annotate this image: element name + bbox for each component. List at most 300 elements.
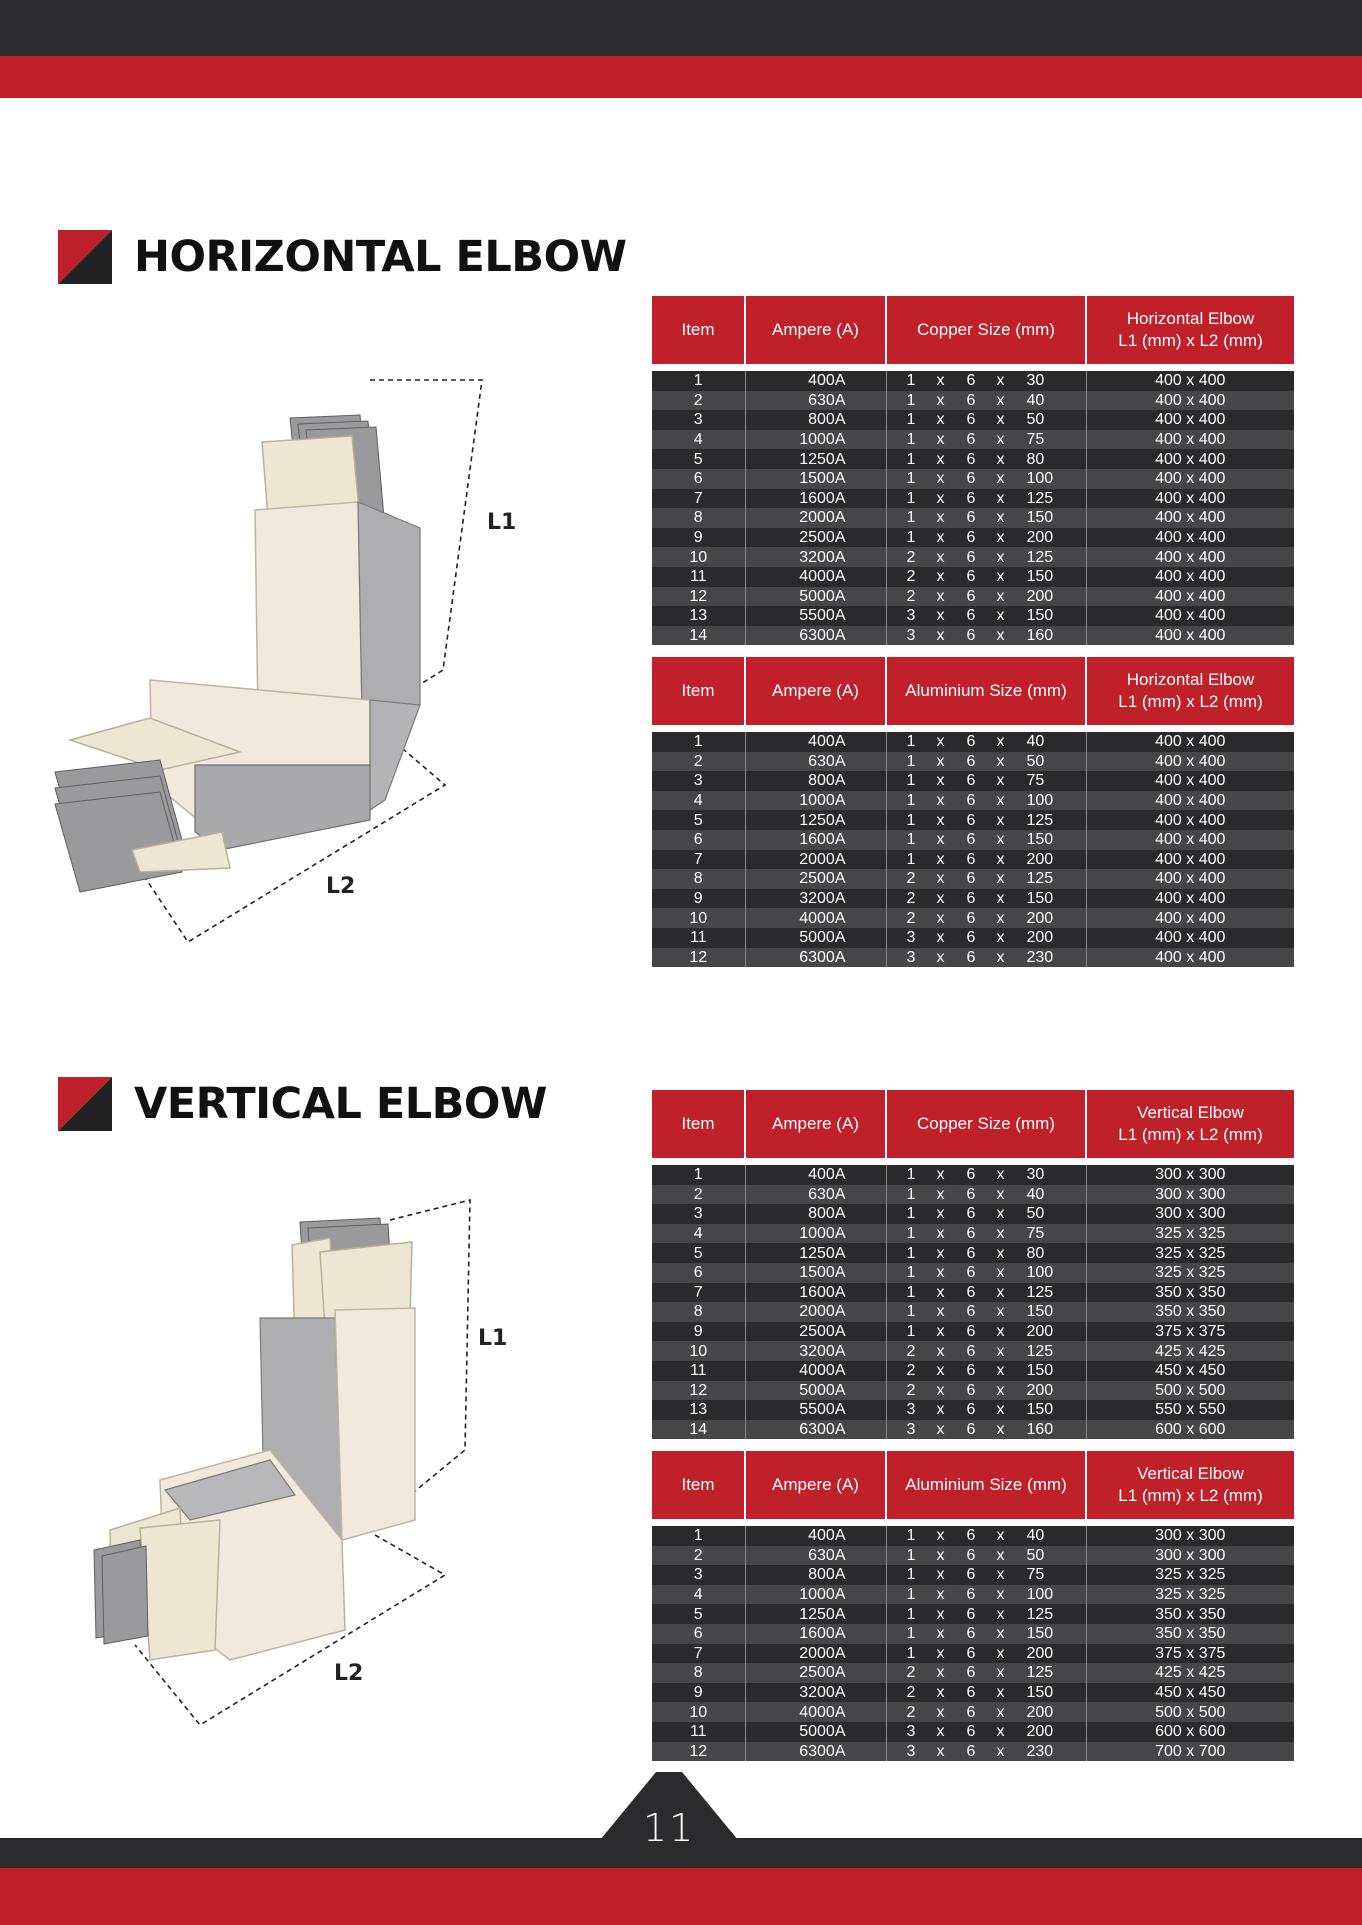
size-count: 3 <box>906 607 916 625</box>
size-width: 200 <box>1026 929 1054 947</box>
table-row <box>652 567 1294 587</box>
size-width: 75 <box>1026 772 1045 790</box>
ampere-cell: 1500A <box>745 1263 886 1283</box>
ampere-cell: 2500A <box>745 869 886 889</box>
dimension-cell: 400 x 400 <box>1086 430 1294 450</box>
size-times: x <box>936 1303 945 1321</box>
size-width: 75 <box>1026 1225 1045 1243</box>
item-cell: 9 <box>652 1322 745 1342</box>
item-cell: 9 <box>652 889 745 909</box>
header-elbow-label: Vertical Elbow <box>1137 1103 1244 1122</box>
size-times: x <box>996 372 1005 390</box>
red-black-square-icon <box>58 230 112 284</box>
size-thickness: 6 <box>966 1684 976 1702</box>
table-row <box>652 1546 1294 1566</box>
size-width: 200 <box>1026 587 1054 605</box>
header-copper-size: Copper Size (mm) <box>886 1090 1086 1158</box>
size-count: 1 <box>906 1546 916 1564</box>
size-times: x <box>996 1283 1005 1301</box>
size-width: 80 <box>1026 450 1045 468</box>
size-thickness: 6 <box>966 890 976 908</box>
size-times: x <box>996 929 1005 947</box>
item-cell: 12 <box>652 1381 745 1401</box>
size-width: 150 <box>1026 1362 1054 1380</box>
size-times: x <box>996 811 1005 829</box>
size-times: x <box>936 850 945 868</box>
dimension-cell: 450 x 450 <box>1086 1361 1294 1381</box>
dimension-cell: 300 x 300 <box>1086 1546 1294 1566</box>
size-count: 2 <box>906 1684 916 1702</box>
size-times: x <box>936 890 945 908</box>
size-width: 125 <box>1026 548 1054 566</box>
ampere-cell: 630A <box>745 391 886 411</box>
size-width: 30 <box>1026 1166 1045 1184</box>
size-times: x <box>936 1401 945 1419</box>
item-cell: 11 <box>652 928 745 948</box>
size-width: 200 <box>1026 1323 1054 1341</box>
size-times: x <box>996 1205 1005 1223</box>
dimension-cell: 400 x 400 <box>1086 889 1294 909</box>
size-cell <box>886 1526 1086 1546</box>
size-width: 150 <box>1026 1684 1054 1702</box>
size-times: x <box>996 909 1005 927</box>
size-count: 3 <box>906 1401 916 1419</box>
dimension-cell: 300 x 300 <box>1086 1185 1294 1205</box>
header-dimension-label: L1 (mm) x L2 (mm) <box>1118 331 1263 350</box>
size-times: x <box>996 489 1005 507</box>
item-cell: 4 <box>652 791 745 811</box>
table-row <box>652 489 1294 509</box>
red-black-square-icon <box>58 1077 112 1131</box>
ampere-cell: 6300A <box>745 626 886 646</box>
size-times: x <box>936 1742 945 1760</box>
size-times: x <box>996 1264 1005 1282</box>
size-times: x <box>996 1664 1005 1682</box>
ampere-cell: 400A <box>745 732 886 752</box>
size-thickness: 6 <box>966 752 976 770</box>
size-times: x <box>936 568 945 586</box>
size-count: 1 <box>906 489 916 507</box>
size-count: 1 <box>906 391 916 409</box>
header-ampere: Ampere (A) <box>745 1090 886 1158</box>
size-width: 75 <box>1026 1566 1045 1584</box>
dimension-cell: 300 x 300 <box>1086 1526 1294 1546</box>
item-cell: 12 <box>652 1742 745 1762</box>
ampere-cell: 1600A <box>745 1283 886 1303</box>
item-cell: 12 <box>652 948 745 968</box>
size-times: x <box>996 1244 1005 1262</box>
size-cell <box>886 1204 1086 1224</box>
table-body <box>652 725 1294 967</box>
size-count: 1 <box>906 1625 916 1643</box>
dimension-cell: 400 x 400 <box>1086 489 1294 509</box>
item-cell: 7 <box>652 1644 745 1664</box>
size-thickness: 6 <box>966 1185 976 1203</box>
item-cell: 2 <box>652 752 745 772</box>
item-cell: 2 <box>652 391 745 411</box>
size-times: x <box>936 1421 945 1439</box>
size-thickness: 6 <box>966 1323 976 1341</box>
dimension-cell: 400 x 400 <box>1086 547 1294 567</box>
size-count: 1 <box>906 1605 916 1623</box>
size-count: 2 <box>906 870 916 888</box>
table-row <box>652 626 1294 646</box>
ampere-cell: 2000A <box>745 1302 886 1322</box>
size-thickness: 6 <box>966 489 976 507</box>
table-row <box>652 1263 1294 1283</box>
size-cell <box>886 1341 1086 1361</box>
gap-cell <box>652 1519 1294 1526</box>
size-times: x <box>996 627 1005 645</box>
size-times: x <box>996 1684 1005 1702</box>
l1-label: L1 <box>487 510 517 535</box>
size-times: x <box>936 470 945 488</box>
size-cell <box>886 928 1086 948</box>
dimension-cell: 400 x 400 <box>1086 869 1294 889</box>
size-times: x <box>996 1644 1005 1662</box>
size-thickness: 6 <box>966 1586 976 1604</box>
size-thickness: 6 <box>966 1225 976 1243</box>
dimension-cell: 400 x 400 <box>1086 606 1294 626</box>
size-width: 125 <box>1026 489 1054 507</box>
size-times: x <box>936 1527 945 1545</box>
ampere-cell: 1000A <box>745 1224 886 1244</box>
item-cell: 4 <box>652 430 745 450</box>
size-width: 100 <box>1026 792 1054 810</box>
table-row <box>652 1243 1294 1263</box>
size-count: 1 <box>906 772 916 790</box>
size-count: 1 <box>906 1323 916 1341</box>
dimension-cell: 600 x 600 <box>1086 1722 1294 1742</box>
table-row <box>652 508 1294 528</box>
size-width: 200 <box>1026 529 1054 547</box>
size-times: x <box>936 733 945 751</box>
table-row <box>652 850 1294 870</box>
size-times: x <box>936 792 945 810</box>
size-times: x <box>996 607 1005 625</box>
ampere-cell: 800A <box>745 1565 886 1585</box>
dimension-cell: 450 x 450 <box>1086 1683 1294 1703</box>
table-row <box>652 391 1294 411</box>
item-cell: 10 <box>652 908 745 928</box>
ampere-cell: 400A <box>745 1526 886 1546</box>
item-cell: 7 <box>652 489 745 509</box>
size-times: x <box>936 391 945 409</box>
size-count: 3 <box>906 1421 916 1439</box>
size-width: 160 <box>1026 627 1054 645</box>
ampere-cell: 630A <box>745 752 886 772</box>
gap-cell <box>652 364 1294 371</box>
size-times: x <box>936 372 945 390</box>
size-times: x <box>996 1166 1005 1184</box>
item-cell: 1 <box>652 1526 745 1546</box>
size-count: 1 <box>906 1566 916 1584</box>
size-width: 75 <box>1026 431 1045 449</box>
dimension-cell: 400 x 400 <box>1086 587 1294 607</box>
size-times: x <box>996 1225 1005 1243</box>
size-cell <box>886 1165 1086 1185</box>
size-width: 160 <box>1026 1421 1054 1439</box>
size-times: x <box>936 587 945 605</box>
size-count: 2 <box>906 909 916 927</box>
dimension-cell: 375 x 375 <box>1086 1322 1294 1342</box>
item-cell: 6 <box>652 1624 745 1644</box>
item-cell: 4 <box>652 1585 745 1605</box>
size-cell <box>886 469 1086 489</box>
size-width: 150 <box>1026 1303 1054 1321</box>
ampere-cell: 3200A <box>745 1341 886 1361</box>
size-times: x <box>936 509 945 527</box>
size-cell <box>886 830 1086 850</box>
section-title: VERTICAL ELBOW <box>134 1079 547 1129</box>
header-dimension-label: L1 (mm) x L2 (mm) <box>1118 1125 1263 1144</box>
size-times: x <box>996 1527 1005 1545</box>
size-times: x <box>996 391 1005 409</box>
ampere-cell: 5000A <box>745 1381 886 1401</box>
page-number: 11 <box>642 1806 696 1850</box>
size-count: 3 <box>906 929 916 947</box>
size-times: x <box>996 1546 1005 1564</box>
size-count: 2 <box>906 548 916 566</box>
dimension-cell: 400 x 400 <box>1086 371 1294 391</box>
dimension-cell: 375 x 375 <box>1086 1644 1294 1664</box>
item-cell: 5 <box>652 449 745 469</box>
size-cell <box>886 1283 1086 1303</box>
size-times: x <box>996 1362 1005 1380</box>
dimension-cell: 300 x 300 <box>1086 1204 1294 1224</box>
size-cell <box>886 889 1086 909</box>
size-times: x <box>936 1586 945 1604</box>
size-times: x <box>996 1323 1005 1341</box>
size-cell <box>886 1722 1086 1742</box>
size-times: x <box>996 1342 1005 1360</box>
size-cell <box>886 1565 1086 1585</box>
item-cell: 9 <box>652 1683 745 1703</box>
size-times: x <box>936 1381 945 1399</box>
vertical-elbow-heading <box>58 1077 547 1131</box>
dimension-cell: 400 x 400 <box>1086 830 1294 850</box>
size-cell <box>886 869 1086 889</box>
size-cell <box>886 791 1086 811</box>
table-body <box>652 1519 1294 1761</box>
size-count: 1 <box>906 450 916 468</box>
dimension-cell: 400 x 400 <box>1086 469 1294 489</box>
header-gap <box>652 364 1294 371</box>
size-thickness: 6 <box>966 1644 976 1662</box>
size-thickness: 6 <box>966 929 976 947</box>
size-count: 1 <box>906 1586 916 1604</box>
table-row <box>652 528 1294 548</box>
dimension-cell: 400 x 400 <box>1086 528 1294 548</box>
size-thickness: 6 <box>966 870 976 888</box>
header-dimension-label: L1 (mm) x L2 (mm) <box>1118 692 1263 711</box>
size-cell <box>886 1663 1086 1683</box>
size-width: 125 <box>1026 1342 1054 1360</box>
table-row <box>652 547 1294 567</box>
ampere-cell: 800A <box>745 410 886 430</box>
size-times: x <box>996 1625 1005 1643</box>
size-cell <box>886 1644 1086 1664</box>
section-title: HORIZONTAL ELBOW <box>134 232 627 282</box>
dimension-cell: 600 x 600 <box>1086 1420 1294 1440</box>
item-cell: 8 <box>652 1663 745 1683</box>
size-times: x <box>936 1225 945 1243</box>
size-thickness: 6 <box>966 568 976 586</box>
header-item: Item <box>652 1451 745 1519</box>
table-row <box>652 1341 1294 1361</box>
ampere-cell: 1250A <box>745 449 886 469</box>
size-width: 200 <box>1026 1644 1054 1662</box>
vertical-aluminium-table <box>652 1451 1294 1761</box>
table-row <box>652 1526 1294 1546</box>
dimension-cell: 400 x 400 <box>1086 508 1294 528</box>
size-times: x <box>996 509 1005 527</box>
size-times: x <box>996 548 1005 566</box>
size-times: x <box>996 1401 1005 1419</box>
item-cell: 4 <box>652 1224 745 1244</box>
dimension-cell: 400 x 400 <box>1086 771 1294 791</box>
dimension-cell: 400 x 400 <box>1086 791 1294 811</box>
table-row <box>652 791 1294 811</box>
size-cell <box>886 732 1086 752</box>
size-cell <box>886 1322 1086 1342</box>
size-cell <box>886 1302 1086 1322</box>
header-dimension-label: L1 (mm) x L2 (mm) <box>1118 1486 1263 1505</box>
size-cell <box>886 850 1086 870</box>
item-cell: 11 <box>652 1361 745 1381</box>
size-times: x <box>996 529 1005 547</box>
header-red-band <box>0 56 1362 98</box>
size-count: 1 <box>906 1644 916 1662</box>
dimension-cell: 400 x 400 <box>1086 391 1294 411</box>
size-count: 2 <box>906 1381 916 1399</box>
size-cell <box>886 1224 1086 1244</box>
item-cell: 1 <box>652 371 745 391</box>
header-item: Item <box>652 1090 745 1158</box>
size-cell <box>886 430 1086 450</box>
table-row <box>652 771 1294 791</box>
size-times: x <box>936 489 945 507</box>
size-times: x <box>936 1323 945 1341</box>
size-width: 125 <box>1026 811 1054 829</box>
header-aluminium-size: Aluminium Size (mm) <box>886 1451 1086 1519</box>
table-row <box>652 1165 1294 1185</box>
size-thickness: 6 <box>966 1381 976 1399</box>
size-count: 1 <box>906 1166 916 1184</box>
size-width: 150 <box>1026 607 1054 625</box>
item-cell: 9 <box>652 528 745 548</box>
size-cell <box>886 489 1086 509</box>
table-row <box>652 1565 1294 1585</box>
size-count: 1 <box>906 1283 916 1301</box>
table-row <box>652 1283 1294 1303</box>
size-times: x <box>996 1303 1005 1321</box>
ampere-cell: 400A <box>745 1165 886 1185</box>
size-thickness: 6 <box>966 411 976 429</box>
table-row <box>652 371 1294 391</box>
item-cell: 3 <box>652 771 745 791</box>
header-elbow-dimension <box>1086 1090 1294 1158</box>
ampere-cell: 800A <box>745 771 886 791</box>
table-row <box>652 430 1294 450</box>
size-width: 50 <box>1026 1205 1045 1223</box>
size-thickness: 6 <box>966 1205 976 1223</box>
size-width: 100 <box>1026 470 1054 488</box>
size-times: x <box>996 1723 1005 1741</box>
ampere-cell: 1600A <box>745 489 886 509</box>
size-thickness: 6 <box>966 529 976 547</box>
size-thickness: 6 <box>966 1303 976 1321</box>
dimension-cell: 425 x 425 <box>1086 1341 1294 1361</box>
vertical-elbow-illustration <box>80 1190 510 1730</box>
size-times: x <box>996 1381 1005 1399</box>
dimension-cell: 500 x 500 <box>1086 1702 1294 1722</box>
size-times: x <box>996 568 1005 586</box>
item-cell: 3 <box>652 410 745 430</box>
table-row <box>652 810 1294 830</box>
size-cell <box>886 771 1086 791</box>
size-count: 2 <box>906 1664 916 1682</box>
size-times: x <box>996 431 1005 449</box>
size-times: x <box>996 733 1005 751</box>
size-times: x <box>996 587 1005 605</box>
header-ampere: Ampere (A) <box>745 296 886 364</box>
size-width: 200 <box>1026 1723 1054 1741</box>
size-count: 1 <box>906 1303 916 1321</box>
size-width: 30 <box>1026 372 1045 390</box>
size-times: x <box>996 1586 1005 1604</box>
dimension-cell: 400 x 400 <box>1086 410 1294 430</box>
size-thickness: 6 <box>966 1605 976 1623</box>
item-cell: 14 <box>652 1420 745 1440</box>
table-row <box>652 1624 1294 1644</box>
size-times: x <box>936 752 945 770</box>
item-cell: 12 <box>652 587 745 607</box>
table-row <box>652 948 1294 968</box>
item-cell: 10 <box>652 1702 745 1722</box>
table-body <box>652 364 1294 645</box>
size-width: 150 <box>1026 1625 1054 1643</box>
size-times: x <box>936 1546 945 1564</box>
ampere-cell: 1600A <box>745 1624 886 1644</box>
size-thickness: 6 <box>966 372 976 390</box>
size-times: x <box>936 1166 945 1184</box>
table-row <box>652 1420 1294 1440</box>
ampere-cell: 4000A <box>745 908 886 928</box>
size-width: 200 <box>1026 850 1054 868</box>
size-count: 1 <box>906 831 916 849</box>
size-times: x <box>936 1723 945 1741</box>
size-times: x <box>996 870 1005 888</box>
ampere-cell: 630A <box>745 1546 886 1566</box>
ampere-cell: 1250A <box>745 1604 886 1624</box>
size-cell <box>886 1243 1086 1263</box>
header-elbow-dimension <box>1086 657 1294 725</box>
item-cell: 11 <box>652 567 745 587</box>
size-cell <box>886 1546 1086 1566</box>
header-gap <box>652 725 1294 732</box>
dimension-cell: 350 x 350 <box>1086 1302 1294 1322</box>
size-cell <box>886 547 1086 567</box>
size-width: 125 <box>1026 870 1054 888</box>
size-cell <box>886 567 1086 587</box>
table-row <box>652 1663 1294 1683</box>
size-count: 1 <box>906 509 916 527</box>
dimension-cell: 400 x 400 <box>1086 850 1294 870</box>
item-cell: 2 <box>652 1546 745 1566</box>
item-cell: 5 <box>652 1604 745 1624</box>
size-times: x <box>936 811 945 829</box>
